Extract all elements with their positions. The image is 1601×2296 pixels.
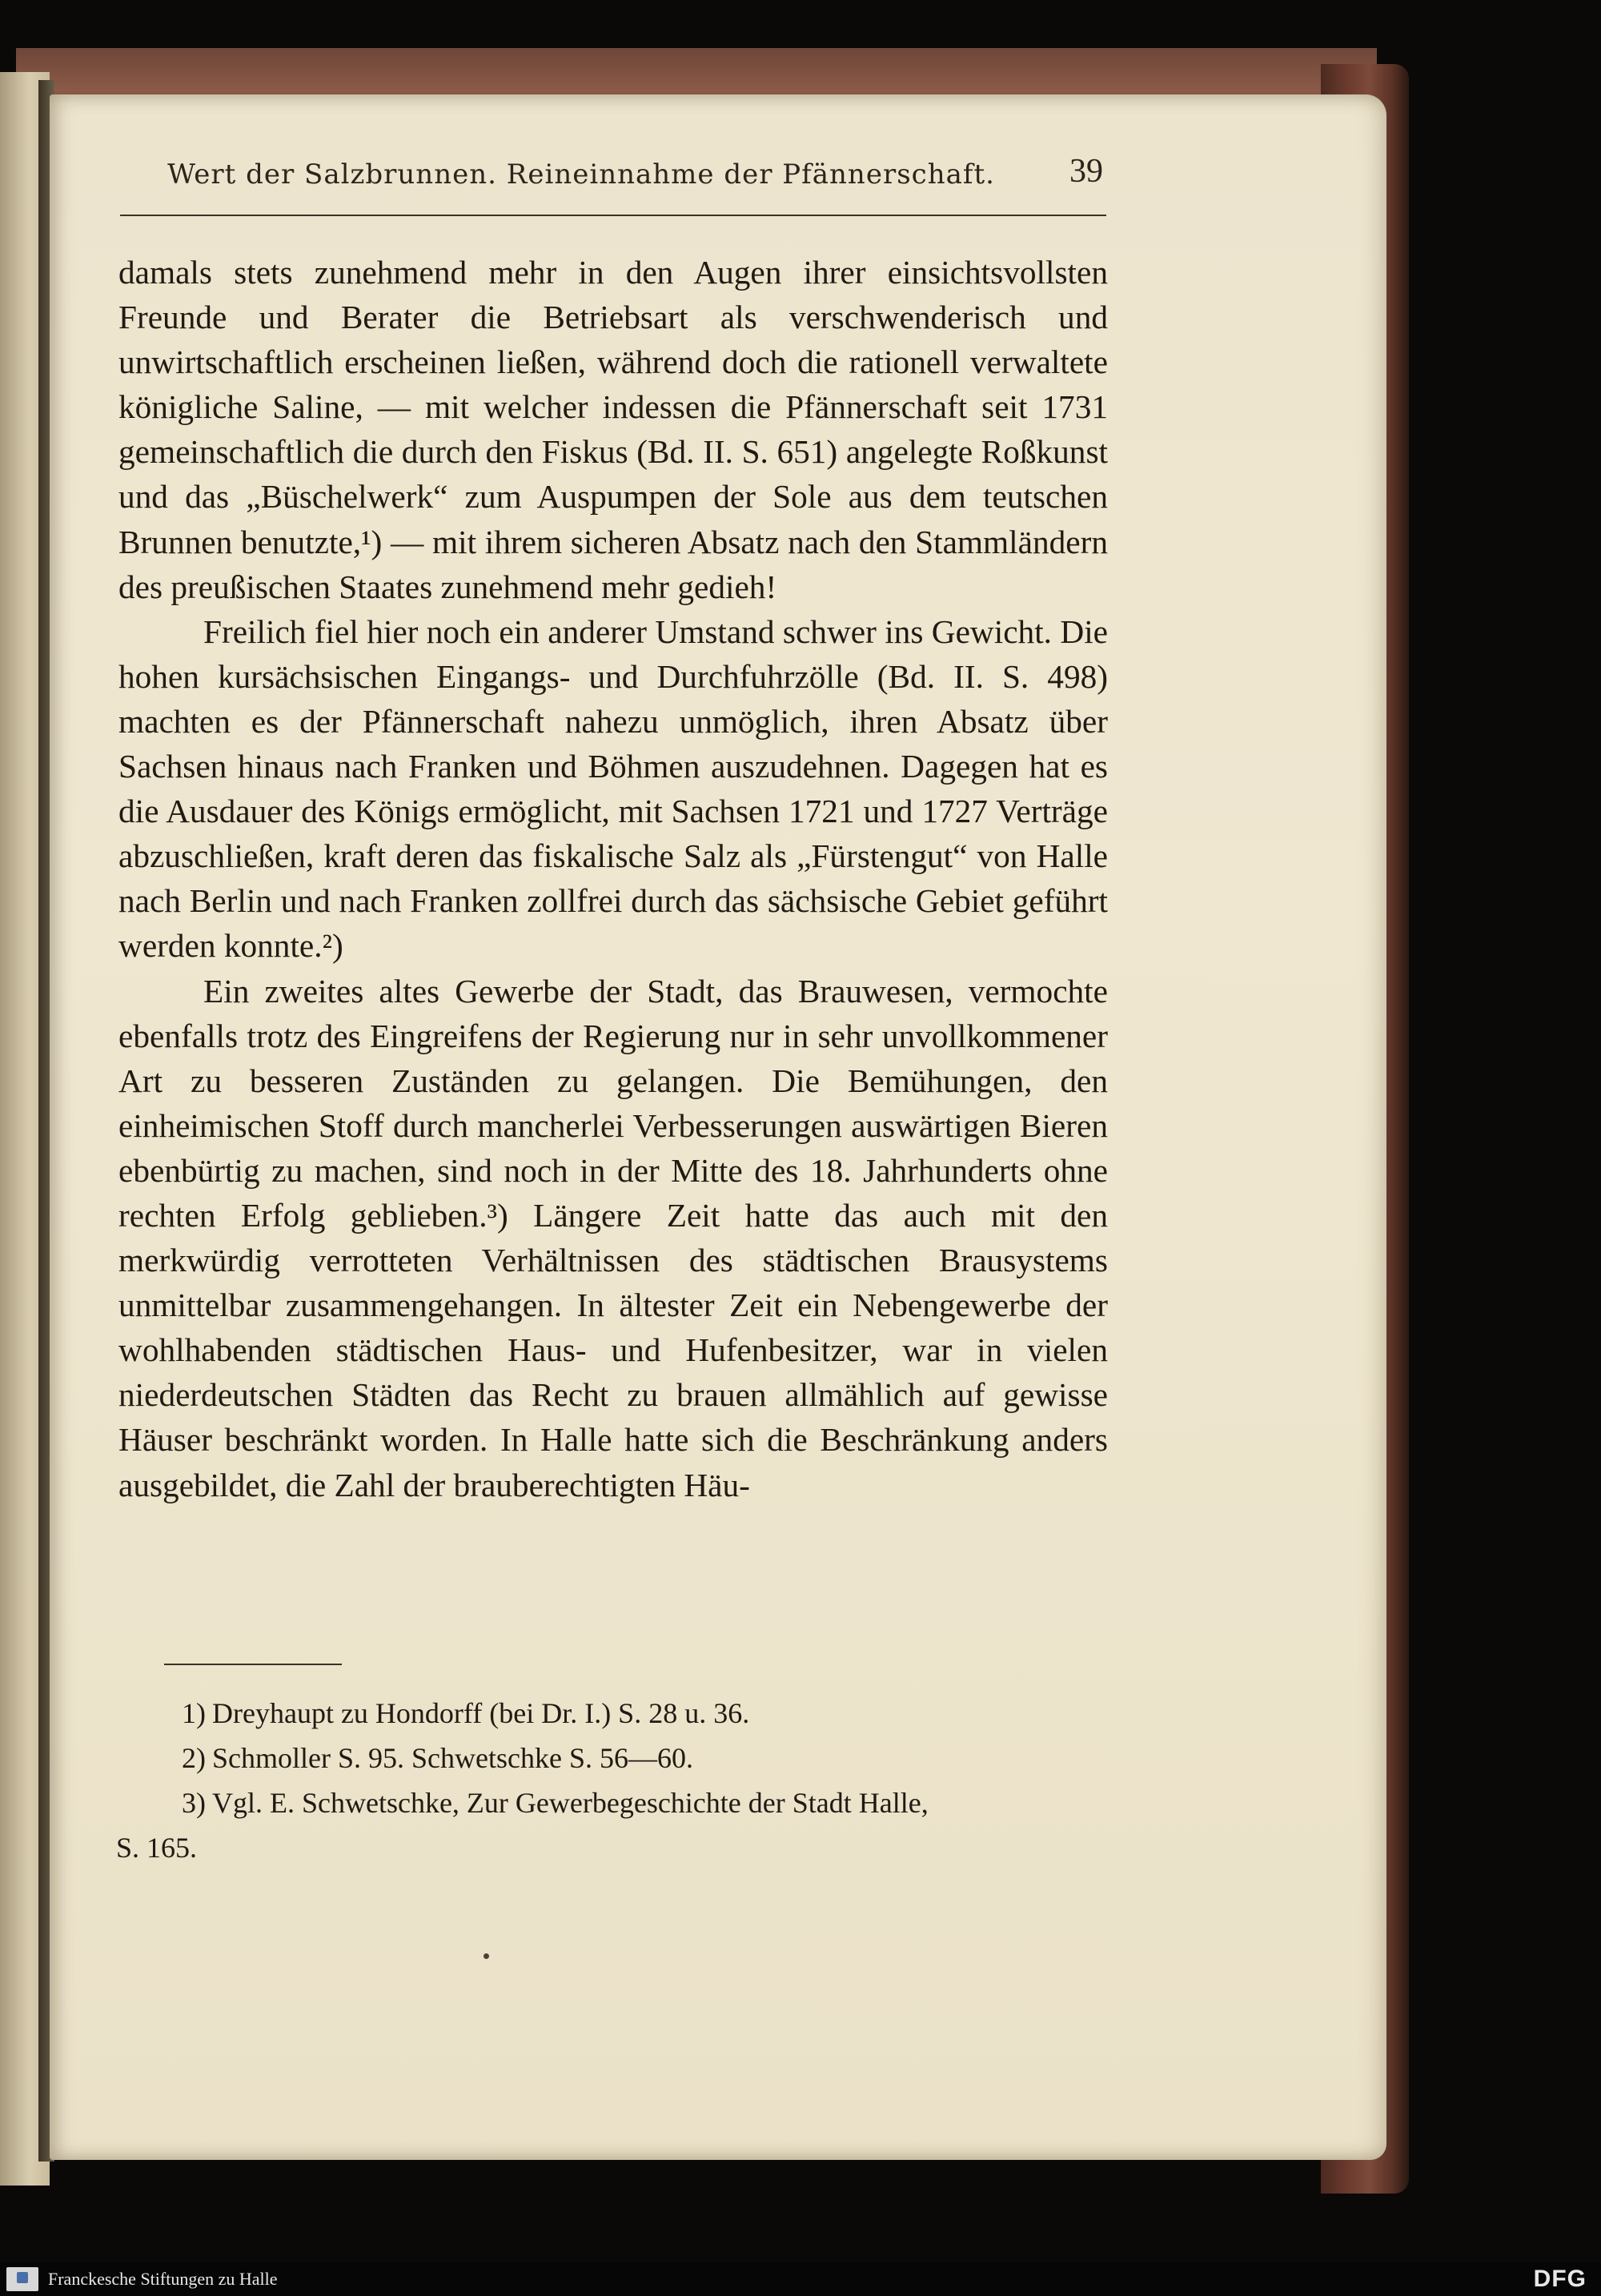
institution-logo-icon (6, 2267, 38, 2291)
institution-name: Franckesche Stiftungen zu Halle (48, 2269, 278, 2289)
footnote-number: 2) (182, 1742, 206, 1774)
running-head: Wert der Salzbrunnen. Reineinnahme der Pfännerschaft. (167, 159, 995, 191)
paragraph: Ein zweites altes Gewerbe der Stadt, das Brauwesen, vermochte ebenfalls trotz des Eingreifens der Regierung nur in sehr unvollkommener Art zu besseren Zuständen zu gelangen. Die Bemühungen, den einheimischen Stoff durch mancherlei Verbesserungen auswärtigen Bieren ebenbürtig zu machen, sind noch in der Mitte des 18. Jahrhunderts ohne rechten Erfolg geblieben.³) Längere Zeit hatte das auch mit den merkwürdig verrotteten Verhältnissen des städtischen Brausystems unmittelbar zusammengehangen. In ältester Zeit ein Nebengewerbe der wohlhabenden städtischen Haus- und Hufenbesitzer, war in vielen niederdeutschen Städten das Recht zu brauen allmählich auf gewisse Häuser beschränkt worden. In Halle hatte sich die Beschränkung anders ausgebildet, die Zahl der brauberechtigten Häu- (118, 972, 1108, 1503)
paragraph: Freilich fiel hier noch ein anderer Umstand schwer ins Gewicht. Die hohen kursächsischen Eingangs- und Durchfuhrzölle (Bd. II. S. 498) machten es der Pfännerschaft nahezu unmöglich, ihren Absatz über Sachsen hinaus nach Franken und Böhmen auszudehnen. Dagegen hat es die Ausdauer des Königs ermöglicht, mit Sachsen 1721 und 1727 Verträge abzuschließen, kraft deren das fiskalische Salz als „Fürstengut“ von Halle nach Berlin und nach Franken zollfrei durch das sächsische Gebiet geführt werden konnte.²) (118, 612, 1108, 965)
footnote (116, 1780, 1105, 1870)
footnote-text: Dreyhaupt zu Hondorff (bei Dr. I.) S. 28 u. 36. (212, 1697, 750, 1729)
footnote-number: 1) (182, 1697, 206, 1729)
footnote-text: Vgl. E. Schwetschke, Zur Gewerbegeschichte der Stadt Halle, (212, 1787, 929, 1819)
footnote-continuation: S. 165. (116, 1832, 198, 1864)
page-number: 39 (1069, 153, 1103, 190)
footnote (164, 1736, 1105, 1780)
footnote-text: Schmoller S. 95. Schwetschke S. 56—60. (212, 1742, 693, 1774)
dfg-logo: DFG (1533, 2266, 1587, 2292)
footnotes (116, 1691, 1105, 1870)
ink-spot (484, 1953, 489, 1959)
footnote (164, 1691, 1105, 1736)
paragraph: damals stets zunehmend mehr in den Augen ihrer einsichtsvollsten Freunde und Berater die Betriebsart als verschwenderisch und unwirtschaftlich erscheinen ließen, während doch die rationell verwaltete königliche Saline, — mit welcher indessen die Pfännerschaft seit 1731 gemeinschaftlich die durch den Fiskus (Bd. II. S. 651) angelegte Roßkunst und das „Büschelwerk“ zum Auspumpen der Sole aus dem teutschen Brunnen benutzte,¹) — mit ihrem sicheren Absatz nach den Stammländern des preußischen Staates zunehmend mehr gedieh! (118, 254, 1108, 605)
footnote-number: 3) (182, 1787, 206, 1819)
footnote-separator (164, 1664, 342, 1665)
main-text (118, 250, 1108, 1507)
page-header (120, 153, 1106, 216)
